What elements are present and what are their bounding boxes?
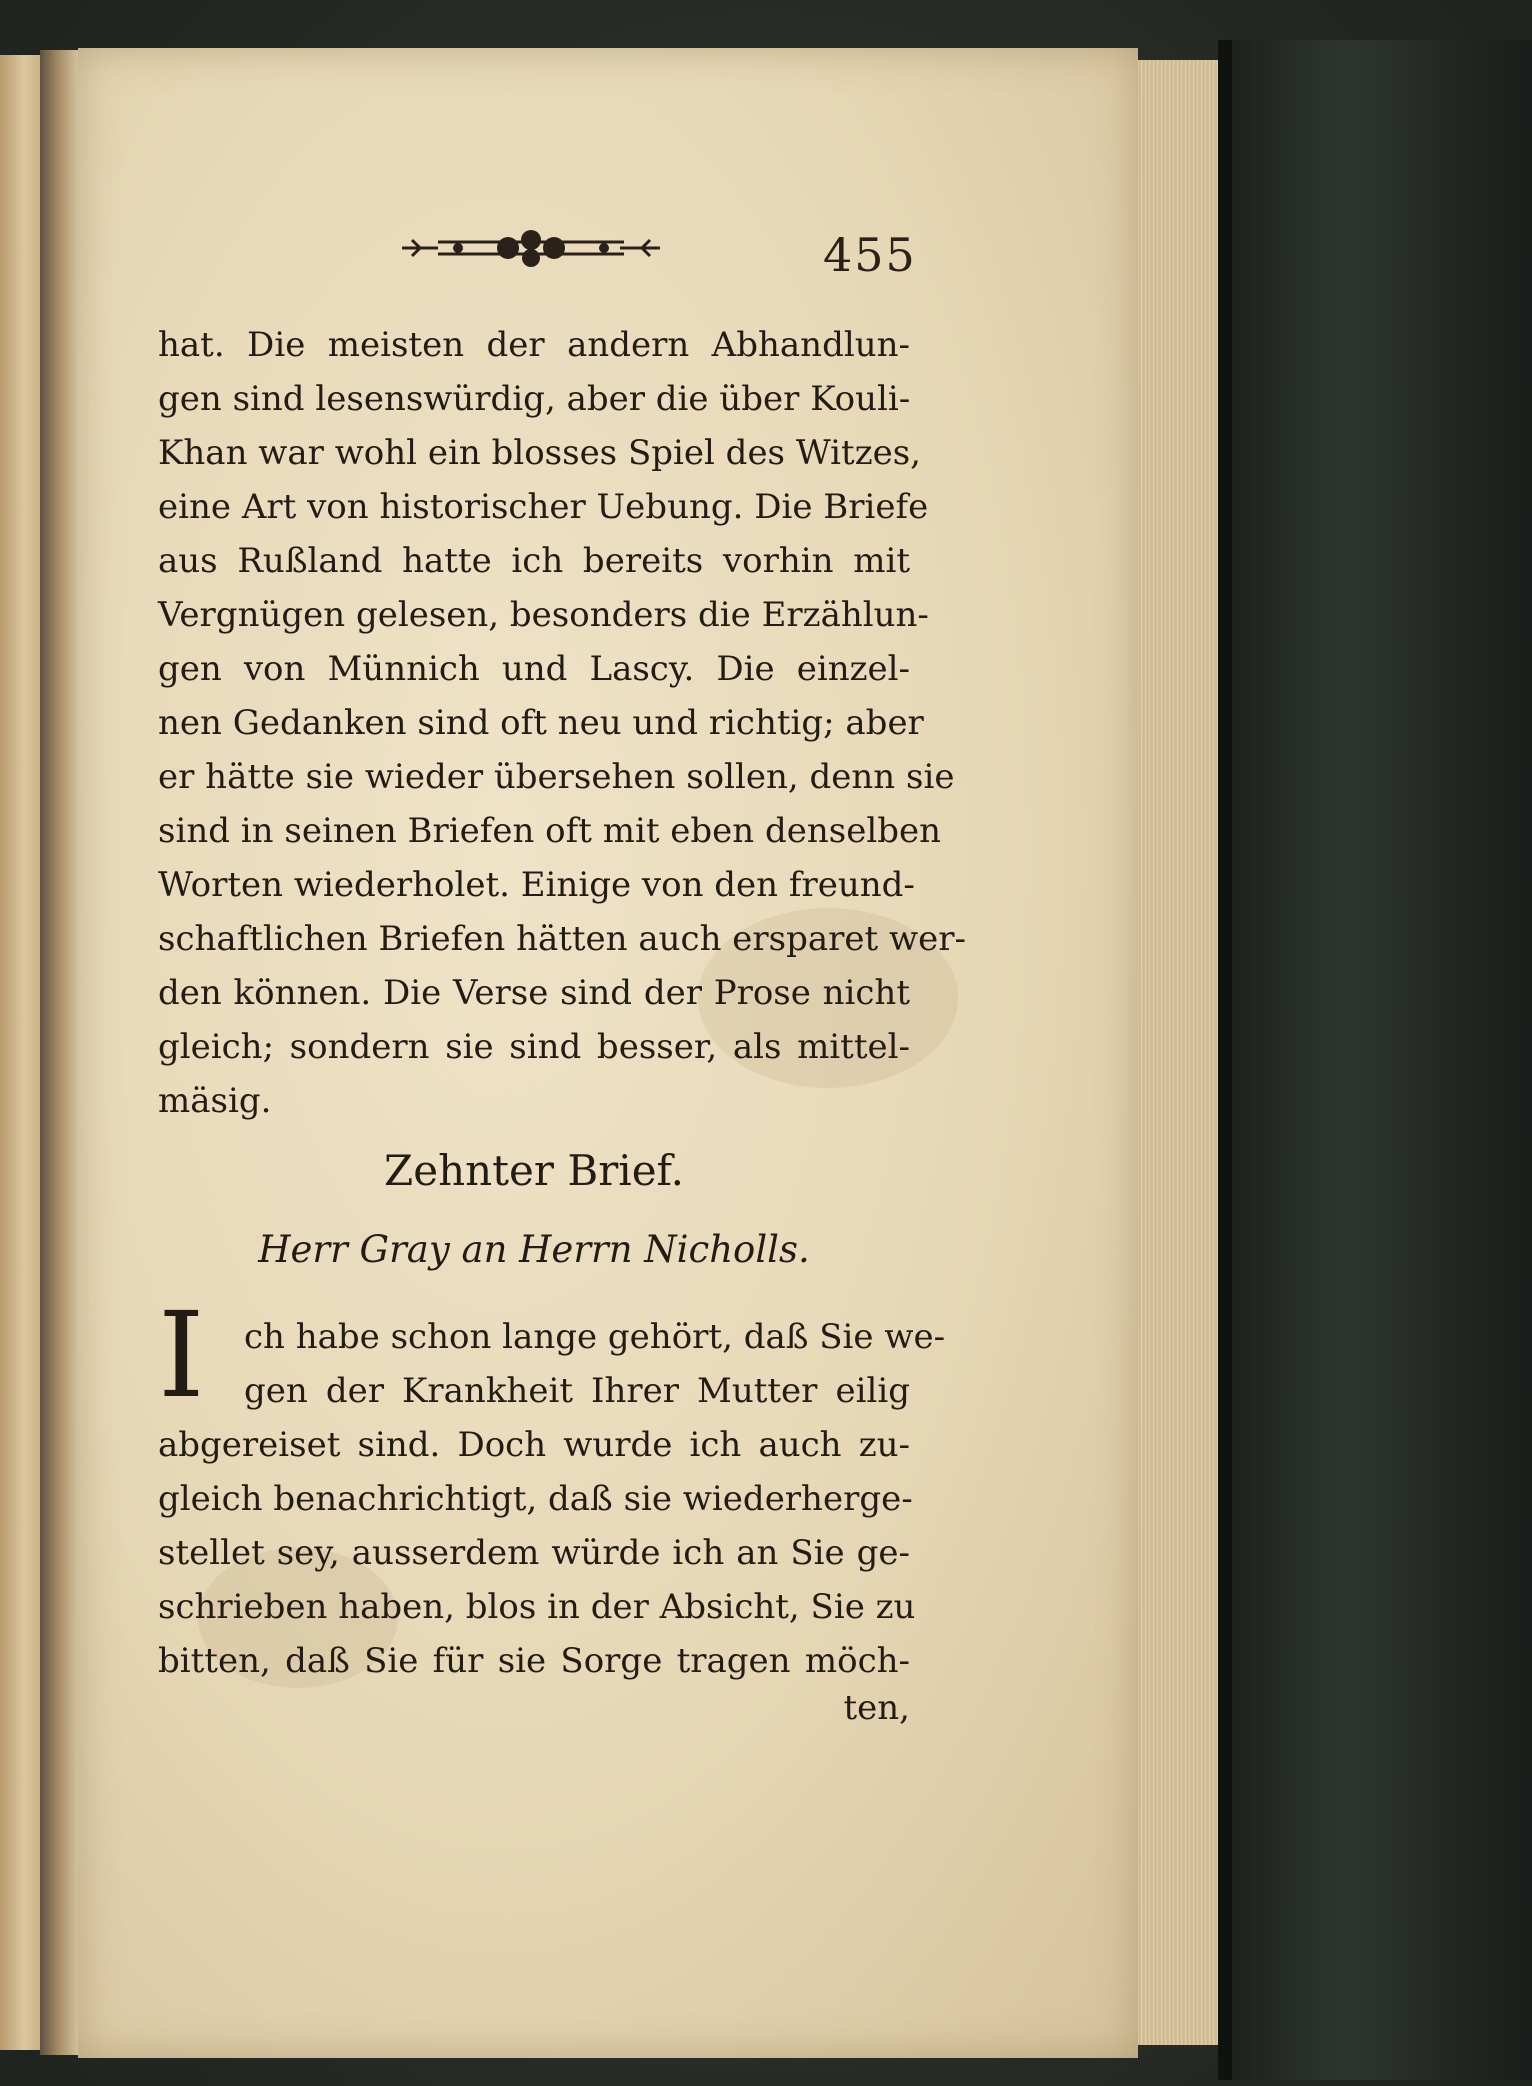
catchword: ten, xyxy=(843,1688,910,1728)
text-line: Khan war wohl ein blosses Spiel des Witzes, xyxy=(158,433,921,473)
paragraph-1 xyxy=(158,318,966,1128)
text-line: hat. Die meisten der andern Abhandlun- xyxy=(158,325,910,365)
drop-cap: I xyxy=(158,1286,205,1424)
text-line: nen Gedanken sind oft neu und richtig; aber xyxy=(158,703,924,743)
text-line: mäsig. xyxy=(158,1081,272,1121)
text-line: gleich benachrichtigt, daß sie wiederherge- xyxy=(158,1479,913,1519)
text-line: schrieben haben, blos in der Absicht, Sie zu xyxy=(158,1587,916,1627)
text-line: er hätte sie wieder übersehen sollen, denn sie xyxy=(158,757,955,797)
page-block-edges xyxy=(1138,60,1220,2045)
text-line: Worten wiederholet. Einige von den freund- xyxy=(158,865,915,905)
letter-heading: Zehnter Brief. xyxy=(384,1146,684,1195)
text-line: sind in seinen Briefen oft mit eben denselben xyxy=(158,811,942,851)
text-line: ch habe schon lange gehört, daß Sie we- xyxy=(244,1317,946,1357)
text-line: schaftlichen Briefen hätten auch ersparet wer- xyxy=(158,919,966,959)
previous-page-edge xyxy=(0,55,43,2050)
text-line: den können. Die Verse sind der Prose nicht xyxy=(158,973,910,1013)
text-line: gen von Münnich und Lascy. Die einzel- xyxy=(158,649,910,689)
text-line: abgereiset sind. Doch wurde ich auch zu- xyxy=(158,1425,910,1465)
ornament-vignette xyxy=(398,222,664,274)
text-line: Vergnügen gelesen, besonders die Erzählun- xyxy=(158,595,929,635)
text-line: stellet sey, ausserdem würde ich an Sie ge- xyxy=(158,1533,910,1573)
book-gutter xyxy=(40,50,80,2055)
text-line: gleich; sondern sie sind besser, als mittel- xyxy=(158,1027,910,1067)
text-line: bitten, daß Sie für sie Sorge tragen möch- xyxy=(158,1641,910,1681)
text-line: gen der Krankheit Ihrer Mutter eilig xyxy=(244,1371,910,1411)
paragraph-2 xyxy=(158,1310,946,1688)
book-cover xyxy=(1218,40,1532,2080)
text-line: eine Art von historischer Uebung. Die Briefe xyxy=(158,487,929,527)
page-number: 455 xyxy=(823,228,917,282)
text-line: gen sind lesenswürdig, aber die über Kouli- xyxy=(158,379,911,419)
text-line: aus Rußland hatte ich bereits vorhin mit xyxy=(158,541,910,581)
cover-edge xyxy=(1218,40,1232,2080)
letter-subheading: Herr Gray an Herrn Nicholls. xyxy=(258,1228,810,1271)
